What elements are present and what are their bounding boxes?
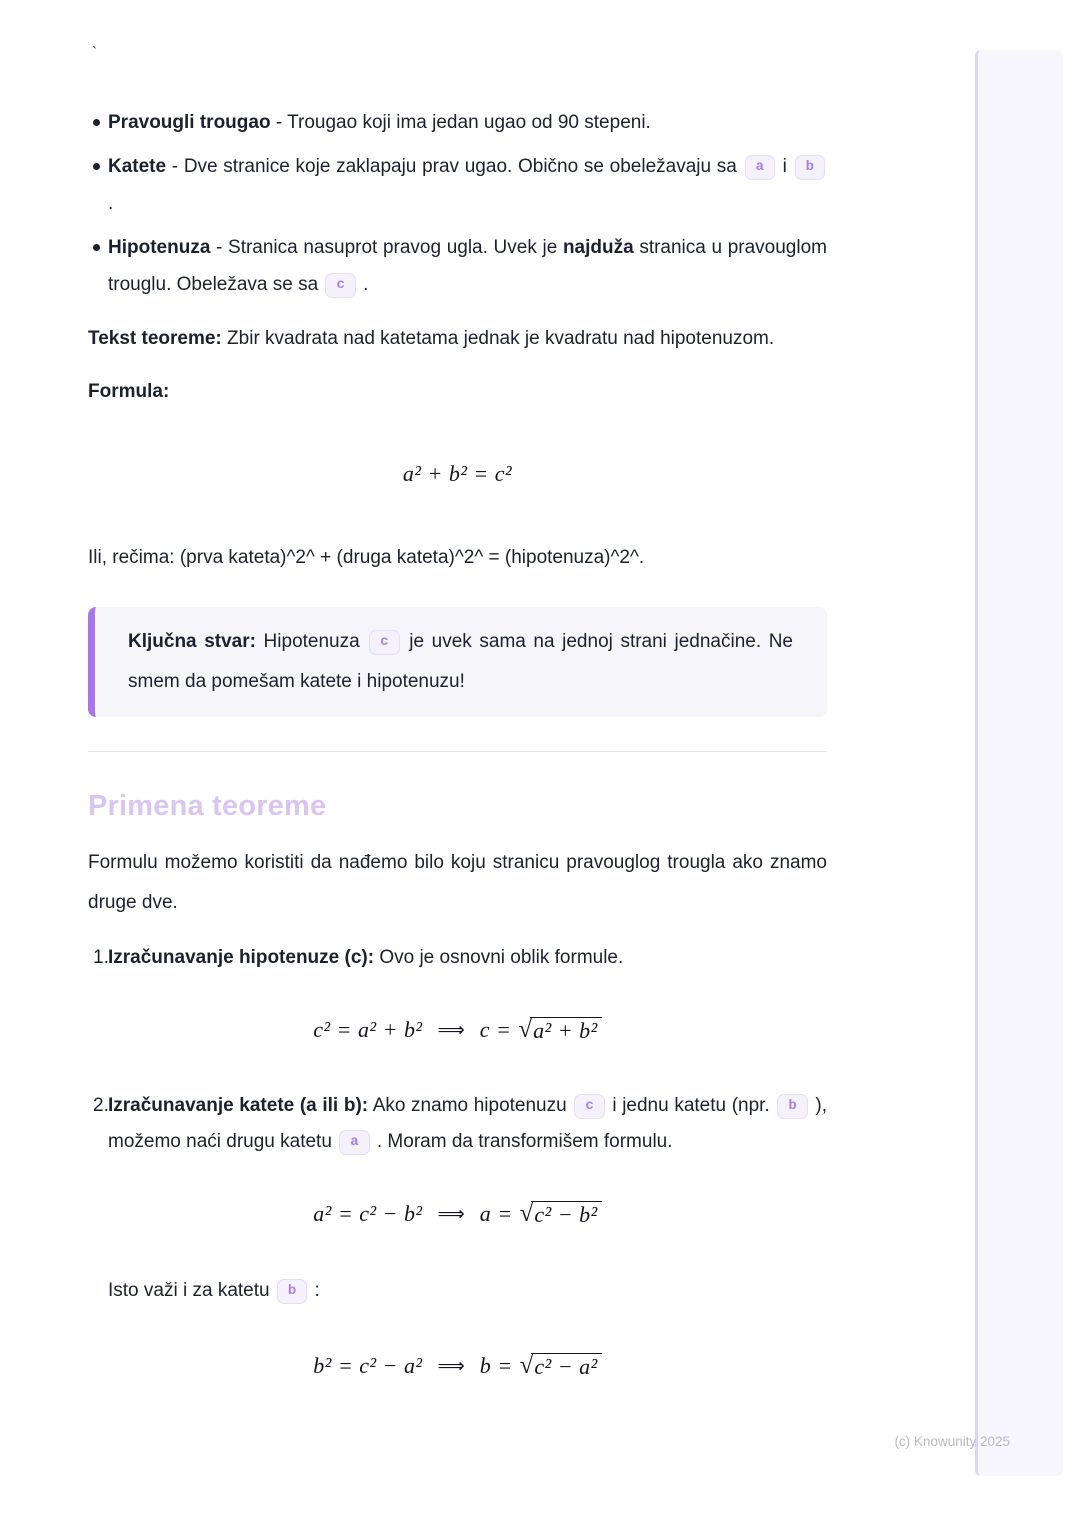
text-run: Katete xyxy=(108,156,167,177)
formula-rhs-head: c = xyxy=(479,1017,512,1042)
square-root xyxy=(520,1353,602,1379)
intro-paragraph: Formulu možemo koristiti da nađemo bilo koju stranicu pravouglog trougla ako znamo druge dve. xyxy=(88,852,827,913)
text-run: Zbir kvadrata nad katetama jednak je kvadratu nad hipotenuzom. xyxy=(221,328,775,349)
formula-pythagoras xyxy=(88,459,827,489)
inline-code-chip: a xyxy=(339,1130,369,1155)
radical-sign-icon: √ xyxy=(519,1200,534,1227)
text-run: . Moram da transformišem formulu. xyxy=(371,1131,673,1152)
step-number: 1. xyxy=(93,947,109,968)
text-run: . xyxy=(357,274,369,295)
numbered-steps xyxy=(88,940,827,1382)
inline-code-chip: c xyxy=(325,273,355,298)
formula-hypotenuse xyxy=(88,1015,827,1046)
formula-lhs: b² = c² − a² xyxy=(313,1353,423,1378)
text-run: Pravougli trougao xyxy=(108,112,271,133)
text-run: Tekst teoreme: xyxy=(88,328,222,349)
list-item xyxy=(88,104,827,141)
text-run: najduža xyxy=(562,237,634,258)
implies-arrow: ⟹ xyxy=(437,1355,465,1377)
inline-code-chip: b xyxy=(277,1279,307,1304)
leg-b-note xyxy=(108,1271,827,1311)
inline-code-chip: b xyxy=(795,155,825,180)
next-page-edge-panel xyxy=(975,50,1063,1476)
document-content xyxy=(88,0,827,1382)
text-run: - Trougao koji ima jedan ugao od 90 stepeni. xyxy=(270,112,651,133)
text-run: : xyxy=(309,1280,320,1301)
text-run: Izračunavanje katete (a ili b): xyxy=(108,1095,369,1116)
radical-sign-icon: √ xyxy=(518,1016,533,1043)
step-text xyxy=(108,1088,827,1160)
radical-sign-icon: √ xyxy=(519,1352,534,1379)
list-item-text xyxy=(108,104,827,141)
implies-arrow: ⟹ xyxy=(437,1019,465,1041)
inline-code-chip: b xyxy=(777,1094,807,1119)
bullet-icon xyxy=(93,244,100,251)
square-root xyxy=(520,1201,602,1227)
formula-expression: a² + b² = c² xyxy=(402,461,513,486)
text-run: - Stranica nasuprot pravog ugla. Uvek je xyxy=(210,237,563,258)
text-run: Hipotenuza xyxy=(255,631,368,652)
definition-list xyxy=(88,104,827,303)
bullet-icon xyxy=(93,163,100,170)
formula-rhs-head: a = xyxy=(479,1201,513,1226)
text-run: i xyxy=(776,156,793,177)
radicand: a² + b² xyxy=(530,1017,602,1043)
copyright-footer: (c) Knowunity 2025 xyxy=(894,1434,1010,1449)
text-run: Ovo je osnovni oblik formule. xyxy=(374,947,624,968)
radicand: c² − b² xyxy=(531,1201,601,1227)
formula-lhs: a² = c² − b² xyxy=(313,1201,423,1226)
inline-code-chip: c xyxy=(574,1094,604,1119)
formula-in-words: Ili, rečima: (prva kateta)^2^ + (druga kateta)^2^ = (hipotenuza)^2^. xyxy=(88,547,645,568)
inline-code-chip: c xyxy=(369,630,399,655)
list-item xyxy=(88,229,827,303)
formula-rhs-head: b = xyxy=(479,1353,513,1378)
text-run: ), možemo naći drugu katetu xyxy=(108,1095,827,1152)
formula-leg-a xyxy=(88,1199,827,1230)
inline-code-chip: a xyxy=(745,155,775,180)
section-divider xyxy=(88,751,827,752)
implies-arrow: ⟹ xyxy=(437,1203,465,1225)
text-run: Ključna stvar: xyxy=(128,631,256,652)
text-run: Hipotenuza xyxy=(108,237,211,258)
square-root xyxy=(518,1017,601,1043)
text-run: stranica u pravouglom trouglu. Obeležava se sa xyxy=(108,237,827,295)
stray-backtick: ` xyxy=(92,44,97,61)
formula-label: Formula: xyxy=(88,381,170,402)
radicand: c² − a² xyxy=(531,1353,601,1379)
list-item-text xyxy=(108,229,827,303)
step-item xyxy=(88,940,827,976)
text-run: Ako znamo hipotenuzu xyxy=(368,1095,573,1116)
step-text xyxy=(108,940,827,976)
text-run: je uvek sama na jednoj strani jednačine. Ne smem da pomešam katete i hipotenuzu! xyxy=(128,631,793,692)
text-run: - Dve stranice koje zaklapaju prav ugao. Obično se obeležavaju sa xyxy=(166,156,743,177)
bullet-icon xyxy=(93,119,100,126)
formula-lhs: c² = a² + b² xyxy=(313,1017,423,1042)
step-number: 2. xyxy=(93,1095,109,1116)
section-title: Primena teoreme xyxy=(88,790,327,822)
formula-leg-b xyxy=(88,1351,827,1382)
list-item xyxy=(88,148,827,222)
key-point-callout xyxy=(88,607,827,717)
text-run: i jednu katetu (npr. xyxy=(606,1095,776,1116)
text-run: Isto važi i za katetu xyxy=(108,1280,275,1301)
text-run: Izračunavanje hipotenuze (c): xyxy=(108,947,375,968)
theorem-paragraph xyxy=(88,319,827,359)
text-run: . xyxy=(108,193,114,214)
step-item xyxy=(88,1088,827,1160)
list-item-text xyxy=(108,148,827,222)
